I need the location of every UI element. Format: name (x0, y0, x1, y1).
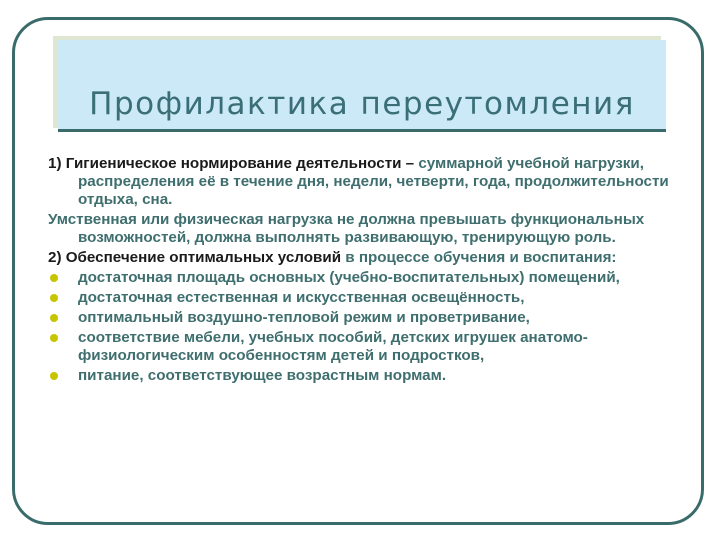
bullet-dot-icon (50, 274, 58, 282)
bullet-dot-icon (50, 294, 58, 302)
bullet-item (48, 309, 678, 327)
bullet-list (48, 269, 678, 385)
bullet-dot-icon (50, 372, 58, 380)
bullet-text: достаточная площадь основных (учебно-воспитательных) помещений, (78, 269, 620, 286)
bullet-text: соответствие мебели, учебных пособий, детских игрушек анатомо-физиологическим особенностям детей и подростков, (78, 329, 588, 364)
title-box (58, 40, 666, 132)
bullet-item (48, 367, 678, 385)
paragraph-2: Умственная или физическая нагрузка не должна превышать функциональных возможностей, должна выполнять развивающую, тренирующую роль. (48, 211, 645, 246)
bullet-item (48, 289, 678, 307)
paragraph-1-lead: 1) Гигиеническое нормирование деятельности – (48, 155, 419, 172)
paragraph-3-rest: в процессе обучения и воспитания: (345, 249, 617, 266)
slide-body (48, 155, 678, 387)
bullet-dot-icon (50, 314, 58, 322)
bullet-item (48, 329, 678, 365)
bullet-dot-icon (50, 334, 58, 342)
bullet-text: питание, соответствующее возрастным нормам. (78, 367, 447, 384)
bullet-item (48, 269, 678, 287)
bullet-text: оптимальный воздушно-тепловой режим и проветривание, (78, 309, 530, 326)
slide-title: Профилактика переутомления (89, 86, 635, 122)
paragraph-1-rest: суммарной учебной нагрузки, распределения её в течение дня, недели, четверти, года, продолжительности отдыха, сна. (78, 155, 669, 208)
paragraph-3-lead: 2) Обеспечение оптимальных условий (48, 249, 346, 266)
paragraph-1 (48, 155, 678, 209)
bullet-text: достаточная естественная и искусственная освещённость, (78, 289, 525, 306)
paragraph-3 (48, 249, 678, 267)
